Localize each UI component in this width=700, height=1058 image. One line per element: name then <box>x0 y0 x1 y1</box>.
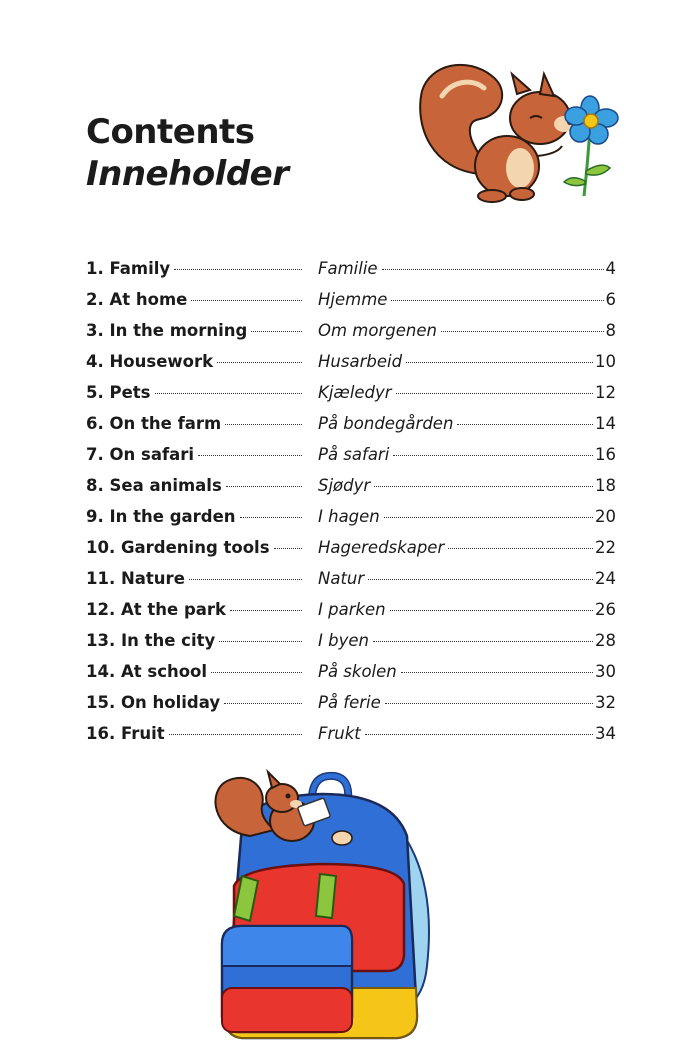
entry-english: 13. In the city <box>86 631 216 650</box>
entry-norwegian: Familie <box>318 259 378 278</box>
leader-dots <box>391 300 603 301</box>
page-number: 24 <box>595 569 616 588</box>
leader-dots <box>406 362 593 363</box>
squirrel-flower-illustration <box>412 56 627 206</box>
page-number: 10 <box>595 352 616 371</box>
toc-row[interactable] <box>86 627 616 655</box>
page-number: 8 <box>605 321 616 340</box>
page-number: 6 <box>605 290 616 309</box>
toc-row[interactable] <box>86 534 616 562</box>
toc-row[interactable] <box>86 658 616 686</box>
toc-row[interactable] <box>86 689 616 717</box>
leader-dots <box>441 331 604 332</box>
entry-english: 4. Housework <box>86 352 214 371</box>
leader-dots <box>457 424 593 425</box>
toc-row[interactable] <box>86 565 616 593</box>
leader-dots <box>396 393 593 394</box>
page-number: 34 <box>595 724 616 743</box>
entry-norwegian: I byen <box>318 631 369 650</box>
page-number: 22 <box>595 538 616 557</box>
leader-dots <box>230 610 302 611</box>
leader-dots <box>219 641 302 642</box>
entry-norwegian: I parken <box>318 600 386 619</box>
page-title <box>86 112 289 196</box>
leader-dots <box>384 517 593 518</box>
entry-norwegian: Frukt <box>318 724 361 743</box>
page-number: 20 <box>595 507 616 526</box>
toc-row[interactable] <box>86 441 616 469</box>
toc-row[interactable] <box>86 317 616 345</box>
leader-dots <box>401 672 593 673</box>
page-number: 4 <box>605 259 616 278</box>
page-number: 30 <box>595 662 616 681</box>
toc-row[interactable] <box>86 286 616 314</box>
entry-english: 3. In the morning <box>86 321 248 340</box>
entry-norwegian: Kjæledyr <box>318 383 392 402</box>
leader-dots <box>198 455 302 456</box>
entry-english: 1. Family <box>86 259 171 278</box>
entry-norwegian: På skolen <box>318 662 397 681</box>
entry-norwegian: På bondegården <box>318 414 454 433</box>
leader-dots <box>225 424 302 425</box>
entry-norwegian: På safari <box>318 445 390 464</box>
leader-dots <box>226 486 302 487</box>
toc-row[interactable] <box>86 379 616 407</box>
leader-dots <box>385 703 593 704</box>
page-number: 28 <box>595 631 616 650</box>
leader-dots <box>393 455 593 456</box>
leader-dots <box>368 579 593 580</box>
title-norwegian: Inneholder <box>86 154 289 194</box>
entry-norwegian: På ferie <box>318 693 381 712</box>
leader-dots <box>224 703 302 704</box>
entry-norwegian: Om morgenen <box>318 321 437 340</box>
entry-norwegian: Natur <box>318 569 365 588</box>
entry-english: 8. Sea animals <box>86 476 222 495</box>
toc-row[interactable] <box>86 255 616 283</box>
leader-dots <box>240 517 302 518</box>
entry-english: 6. On the farm <box>86 414 222 433</box>
leader-dots <box>390 610 593 611</box>
entry-english: 14. At school <box>86 662 208 681</box>
toc-row[interactable] <box>86 720 616 748</box>
page-number: 12 <box>595 383 616 402</box>
leader-dots <box>169 734 302 735</box>
toc-row[interactable] <box>86 410 616 438</box>
leader-dots <box>174 269 302 270</box>
leader-dots <box>211 672 302 673</box>
leader-dots <box>191 300 302 301</box>
entry-english: 11. Nature <box>86 569 185 588</box>
leader-dots <box>448 548 593 549</box>
entry-english: 15. On holiday <box>86 693 221 712</box>
squirrel-backpack-illustration <box>212 766 452 1048</box>
leader-dots <box>274 548 302 549</box>
leader-dots <box>382 269 604 270</box>
page-number: 14 <box>595 414 616 433</box>
toc-row[interactable] <box>86 348 616 376</box>
entry-english: 10. Gardening tools <box>86 538 270 557</box>
page-number: 26 <box>595 600 616 619</box>
title-english: Contents <box>86 112 255 152</box>
leader-dots <box>217 362 302 363</box>
entry-norwegian: Hjemme <box>318 290 388 309</box>
leader-dots <box>365 734 593 735</box>
leader-dots <box>155 393 303 394</box>
entry-norwegian: Sjødyr <box>318 476 371 495</box>
leader-dots <box>374 486 593 487</box>
toc-row[interactable] <box>86 472 616 500</box>
entry-english: 5. Pets <box>86 383 151 402</box>
toc-row[interactable] <box>86 503 616 531</box>
toc-row[interactable] <box>86 596 616 624</box>
leader-dots <box>251 331 302 332</box>
leader-dots <box>373 641 593 642</box>
entry-norwegian: I hagen <box>318 507 380 526</box>
page-number: 16 <box>595 445 616 464</box>
entry-english: 9. In the garden <box>86 507 236 526</box>
entry-english: 2. At home <box>86 290 188 309</box>
leader-dots <box>189 579 302 580</box>
entry-english: 12. At the park <box>86 600 227 619</box>
entry-english: 7. On safari <box>86 445 195 464</box>
entry-english: 16. Fruit <box>86 724 165 743</box>
page-number: 32 <box>595 693 616 712</box>
page-number: 18 <box>595 476 616 495</box>
entry-norwegian: Hageredskaper <box>318 538 445 557</box>
entry-norwegian: Husarbeid <box>318 352 403 371</box>
